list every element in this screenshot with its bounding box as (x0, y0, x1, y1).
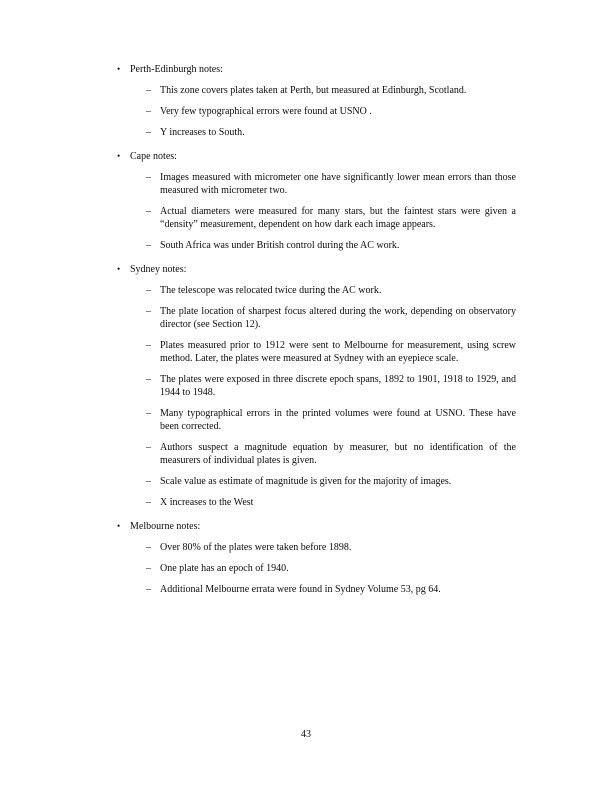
dash-icon: – (146, 340, 151, 351)
note-item (117, 126, 516, 139)
note-item (117, 441, 516, 467)
note-item (117, 105, 516, 118)
note-item (117, 284, 516, 297)
notes-list (117, 171, 516, 252)
section-header (117, 263, 516, 276)
page-content (117, 63, 516, 596)
section-title: Melbourne notes: (130, 521, 201, 532)
section-header (117, 150, 516, 163)
note-item (117, 205, 516, 231)
note-text: One plate has an epoch of 1940. (160, 563, 289, 574)
note-text: Additional Melbourne errata were found in Sydney Volume 53, pg 64. (160, 584, 441, 595)
dash-icon: – (146, 476, 151, 487)
section-title: Sydney notes: (130, 264, 187, 275)
bullet-icon: • (117, 521, 121, 531)
note-text: Very few typographical errors were found at USNO . (160, 106, 372, 117)
section-perth-edinburgh (117, 63, 516, 139)
dash-icon: – (146, 127, 151, 138)
dash-icon: – (146, 542, 151, 553)
bullet-icon: • (117, 64, 121, 74)
section-melbourne (117, 520, 516, 596)
bullet-icon: • (117, 151, 121, 161)
note-text: Scale value as estimate of magnitude is given for the majority of images. (160, 476, 452, 487)
section-title: Perth-Edinburgh notes: (130, 64, 223, 75)
page-number: 43 (301, 729, 311, 740)
dash-icon: – (146, 306, 151, 317)
dash-icon: – (146, 584, 151, 595)
dash-icon: – (146, 172, 151, 183)
note-item (117, 339, 516, 365)
note-item (117, 541, 516, 554)
note-text: Many typographical errors in the printed volumes were found at USNO. These have been corrected. (160, 408, 516, 432)
note-item (117, 407, 516, 433)
note-item (117, 562, 516, 575)
dash-icon: – (146, 285, 151, 296)
section-sydney (117, 263, 516, 509)
dash-icon: – (146, 206, 151, 217)
bullet-icon: • (117, 264, 121, 274)
dash-icon: – (146, 442, 151, 453)
section-header (117, 520, 516, 533)
dash-icon: – (146, 408, 151, 419)
note-item (117, 475, 516, 488)
note-text: The telescope was relocated twice during the AC work. (160, 285, 382, 296)
note-text: This zone covers plates taken at Perth, but measured at Edinburgh, Scotland. (160, 85, 467, 96)
section-title: Cape notes: (130, 151, 177, 162)
note-text: Images measured with micrometer one have significantly lower mean errors than those measured with micrometer two. (160, 172, 516, 196)
note-text: Over 80% of the plates were taken before 1898. (160, 542, 352, 553)
note-text: Plates measured prior to 1912 were sent to Melbourne for measurement, using screw method. Later, the plates were measured at Sydney with an eyepiece scale. (160, 340, 516, 364)
notes-list (117, 84, 516, 139)
dash-icon: – (146, 374, 151, 385)
note-item (117, 496, 516, 509)
note-item (117, 171, 516, 197)
section-cape (117, 150, 516, 252)
note-text: Authors suspect a magnitude equation by measurer, but no identification of the measurers of individual plates is given. (160, 442, 516, 466)
notes-list (117, 541, 516, 596)
dash-icon: – (146, 563, 151, 574)
note-text: The plates were exposed in three discrete epoch spans, 1892 to 1901, 1918 to 1929, and 1944 to 1948. (160, 374, 516, 398)
note-text: South Africa was under British control during the AC work. (160, 240, 400, 251)
note-item (117, 305, 516, 331)
section-header (117, 63, 516, 76)
note-text: Y increases to South. (160, 127, 245, 138)
note-item (117, 84, 516, 97)
notes-list (117, 284, 516, 509)
dash-icon: – (146, 106, 151, 117)
note-item (117, 373, 516, 399)
note-item (117, 583, 516, 596)
note-text: Actual diameters were measured for many stars, but the faintest stars were given a “density” measurement, dependent on how dark each image appears. (160, 206, 516, 230)
note-text: The plate location of sharpest focus altered during the work, depending on observatory director (see Section 12). (160, 306, 516, 330)
dash-icon: – (146, 497, 151, 508)
note-text: X increases to the West (160, 497, 254, 508)
dash-icon: – (146, 240, 151, 251)
note-item (117, 239, 516, 252)
dash-icon: – (146, 85, 151, 96)
